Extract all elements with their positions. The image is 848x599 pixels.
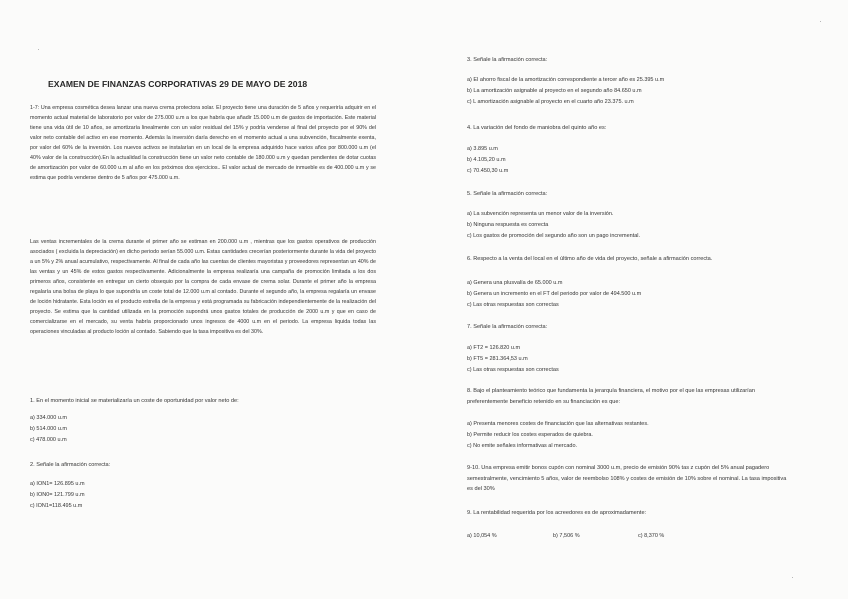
question-9-option-c: c) 8,370 % <box>638 533 665 539</box>
question-7-option-b: b) FT5 = 281.364,53 u.m <box>467 355 528 362</box>
question-1-option-a: a) 334.000 u.m <box>30 415 67 421</box>
question-8: 8. Bajo el planteamiento teórico que fundamenta la jerarquía financiera, el motivo por el que las empresas utilizarían preferentemente beneficio retenido en su financiación es que: <box>467 388 755 405</box>
question-3-option-b: b) La amortización asignable al proyecto en el segundo año 84.650 u.m <box>467 87 642 94</box>
question-2-option-a: a) ION1= 126.895 u.m <box>30 481 85 487</box>
question-8-option-c: c) No emite señales informativas al mercado. <box>467 442 578 449</box>
question-6-option-a: a) Genera una plusvalía de 65.000 u.m <box>467 280 563 286</box>
question-2-options <box>30 479 85 511</box>
question-2-option-c: c) ION1=118.495 u.m <box>30 502 83 509</box>
question-4-option-a: a) 3.895 u.m <box>467 146 498 152</box>
question-9-option-b: b) 7,506 % <box>553 533 580 539</box>
question-6-option-b: b) Genera un incremento en el FT del periodo por valor de 494.500 u.m <box>467 290 642 297</box>
question-1: 1. En el momento inicial se materializaría un coste de oportunidad por valor neto de: <box>30 398 239 404</box>
question-7-options <box>467 343 559 375</box>
question-5-option-c: c) Los gastos de promoción del segundo año son un pago incremental. <box>467 232 641 239</box>
question-1-option-c: c) 478.000 u.m <box>30 436 67 443</box>
question-7-option-a: a) FT2 = 126.820 u.m <box>467 345 521 351</box>
problem-statement-part-1: 1-7: Una empresa cosmética desea lanzar una nueva crema protectora solar. El proyecto tiene una duración de 5 años y requeriría adquirir en el momento actual material de laboratorio por valor de 275.000 u.m a los que habría que añadir 15.000 u.m de gastos de importación. Este material tiene una vida útil de 10 años, se amortizaría linealmente con un valor residual del 15% y podría venderse al final del proyecto por el 90% del valor neto contable del activo en ese momento. Además la inversión daría derecho en el momento actual a una subvención, fiscalmente exenta, por valor del 60% de la inversión. Los nuevos activos se instalarían en un local de la empresa adquirido hace varios años por 800.000 u.m (el 40% valor de la construcción).En la actualidad la construcción tiene un valor neto contable de 180.000 u.m y quedan pendientes de dotar cuotas de amortización por valor de 60.000 u.m al año en los próximos dos ejercicios.. El valor actual de mercado de inmueble es de 400.000 u.m y se estima que podría venderse dentro de 5 años por 475.000 u.m. <box>30 105 376 182</box>
question-4-options <box>467 144 508 176</box>
question-3-option-c: c) L amortización asignable al proyecto en el cuarto año 23.375. u.m <box>467 98 634 105</box>
question-8-options <box>467 419 649 451</box>
question-6-options <box>467 278 641 310</box>
scan-speck <box>38 49 39 50</box>
question-1-options <box>30 413 67 445</box>
question-3-option-a: a) El ahorro fiscal de la amortización correspondiente a tercer año es 25.395 u.m <box>467 77 665 83</box>
question-8-option-a: a) Presenta menores costes de financiación que las alternativas restantes. <box>467 421 649 427</box>
question-2: 2. Señale la afirmación correcta: <box>30 462 111 468</box>
question-5-option-b: b) Ninguna respuesta es correcta <box>467 221 549 228</box>
question-5-options <box>467 209 640 241</box>
question-5: 5. Señale la afirmación correcta: <box>467 191 548 197</box>
question-2-option-b: b) ION0= 121.799 u.m <box>30 491 85 498</box>
question-4: 4. La variación del fondo de maniobra del quinto año es: <box>467 125 607 131</box>
question-7-option-c: c) Las otras respuestas son correctas <box>467 366 559 373</box>
question-9-option-a: a) 10,054 % <box>467 533 497 539</box>
question-8-option-b: b) Permite reducir los costes esperados de quiebra. <box>467 431 593 438</box>
scan-speck <box>820 21 821 22</box>
problem-statement-part-2: Las ventas incrementales de la crema durante el primer año se estiman en 200.000 u.m , mientras que los gastos operativos de producción asociados ( excluida la depreciación) en dicho periodo serían 55.000 u.m. Estas cantidades crecerían posteriormente durante la vida del proyecto a un 5% y 2% anual acumulativo, respectivamente. Al final de cada año las cuentas de clientes mayoristas y proveedores representan un 40% de las ventas y un 45% de estos gastos respectivamente. Adicionalmente la empresa realizaría una campaña de promoción limitada a los dos primeros años, consistente en entregar un cierto obsequio por la compra de cada envase de crema solar. Durante el primer año la empresa regalaría una bolsa de playa lo que supondría un coste total de 12.000 u.m al contado. Durante el segundo año, la empresa regalaría un envase de loción hidratante. Esta loción es el producto estrella de la empresa y está programada su fabricación independientemente de la realización del proyecto. Se estima que la cantidad utilizada en la promoción supondrá unos gastos totales de producción de 2000 u.m y que en caso de comercializarse en el mercado, su venta habría proporcionado unos ingresos de 4000 u.m en el periodo. La empresa liquida todas las operaciones vinculadas al producto loción al contado. Sabiendo que la tasa impositiva es del 30%. <box>30 239 376 336</box>
question-1-option-b: b) 514.000 u.m <box>30 425 67 432</box>
question-9: 9. La rentabilidad requerida por los acreedores es de aproximadamente: <box>467 510 647 516</box>
question-4-option-b: b) 4.105,20 u.m <box>467 156 506 163</box>
scan-speck <box>792 577 793 578</box>
question-7: 7. Señale la afirmación correcta: <box>467 324 548 330</box>
exam-title: EXAMEN DE FINANZAS CORPORATIVAS 29 DE MAYO DE 2018 <box>48 79 308 89</box>
question-3: 3. Señale la afirmación correcta: <box>467 57 548 63</box>
question-9-10-statement: 9-10. Una empresa emitir bonos cupón con nominal 3000 u.m, precio de emisión 90% tas z cupón del 5% anual pagadero semestralmente, vencimiento 5 años, valor de reembolso 108% y costes de emisión de 10% sobre el nominal. La tasa impositiva es del 30% <box>467 465 787 493</box>
question-6: 6. Respecto a la venta del local en el último año de vida del proyecto, señale a afirmación correcta. <box>467 256 713 262</box>
question-5-option-a: a) La subvención representa un menor valor de la inversión. <box>467 211 614 217</box>
question-6-option-c: c) Las otras respuestas son correctas <box>467 301 559 308</box>
question-4-option-c: c) 70.450,30 u.m <box>467 167 509 174</box>
question-3-options <box>467 75 664 107</box>
